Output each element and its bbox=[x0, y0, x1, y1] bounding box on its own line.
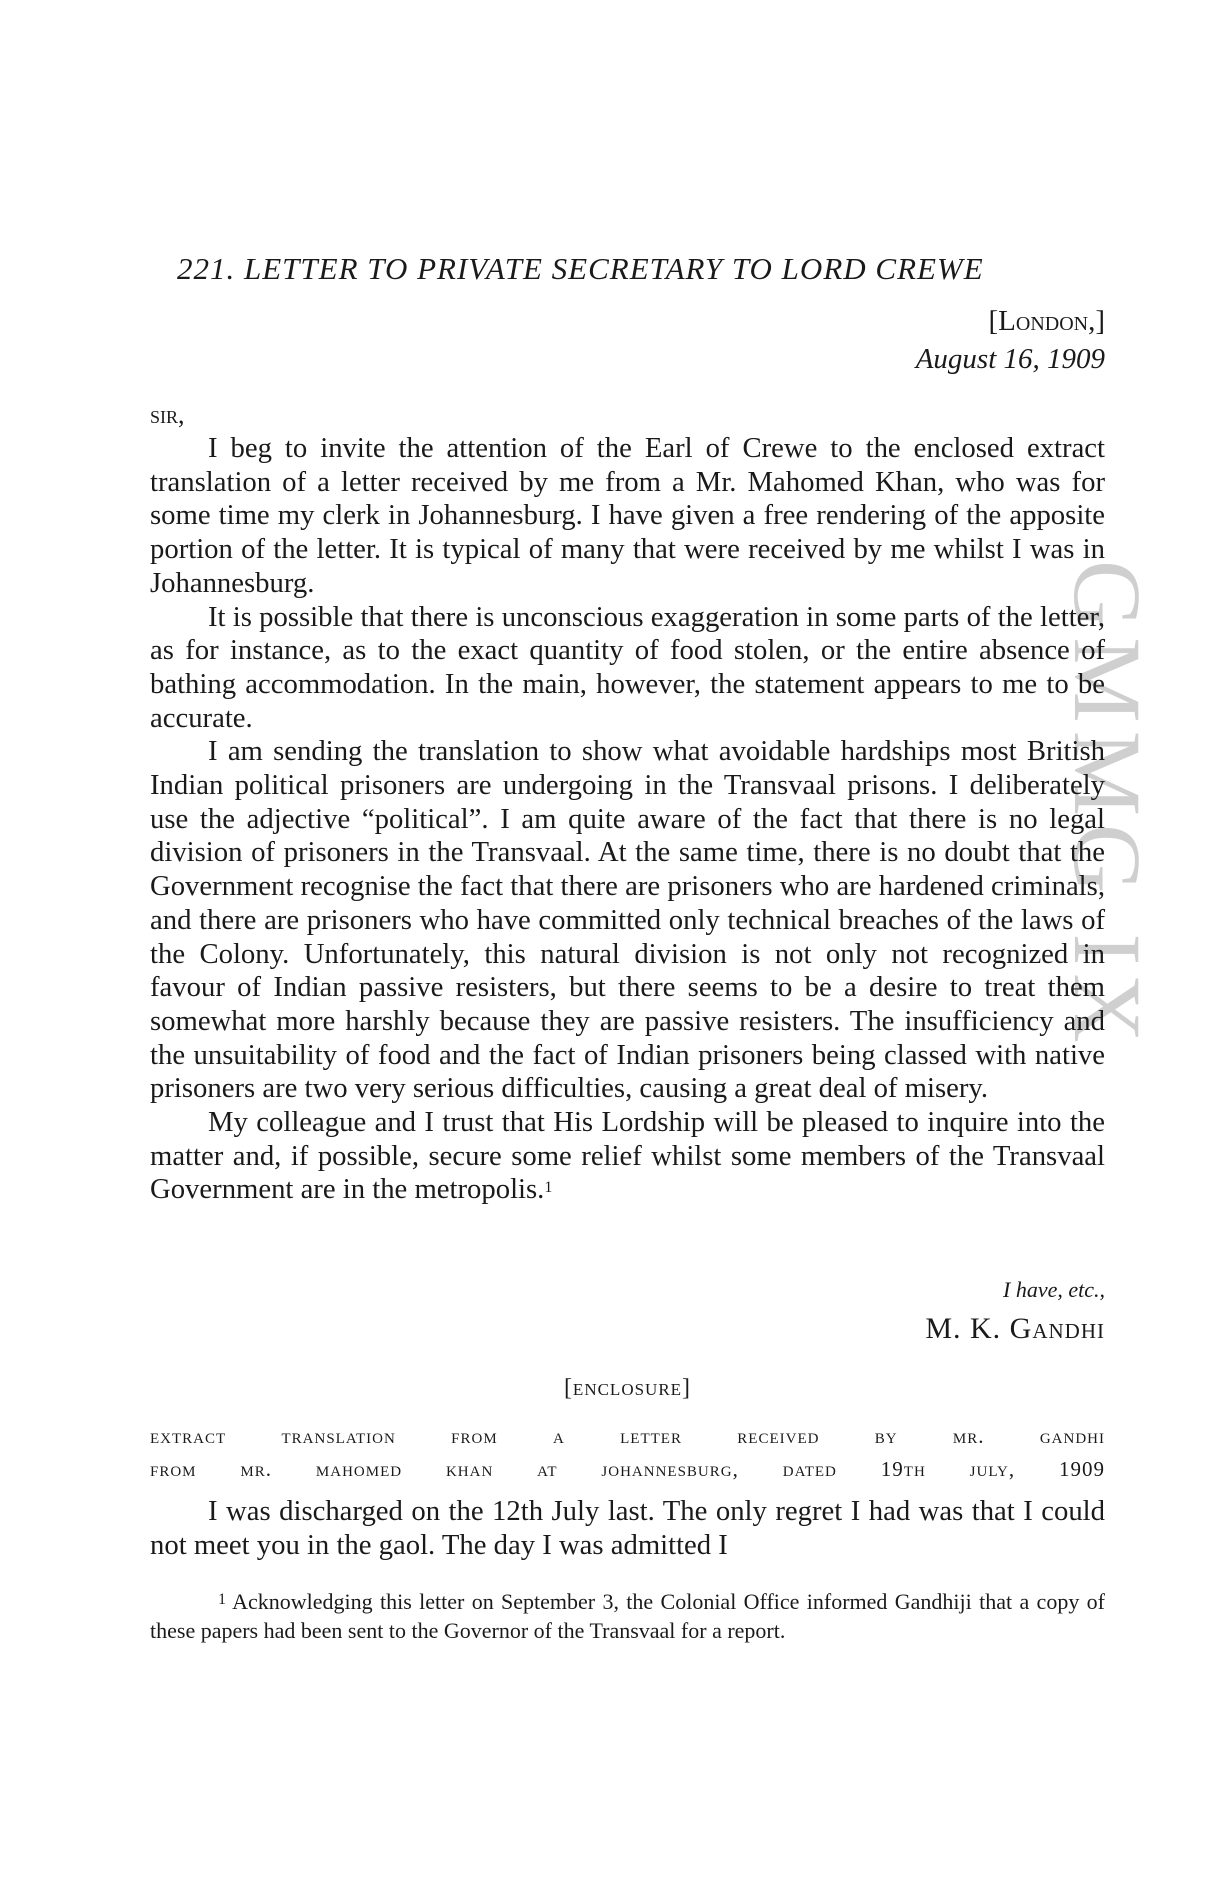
letter-place: [London,] bbox=[988, 305, 1105, 337]
signature: M. K. Gandhi bbox=[925, 1312, 1105, 1345]
enclosure-body bbox=[150, 1494, 1105, 1562]
enclosure-paragraph: I was discharged on the 12th July last. The only regret I had was that I could not meet you in the gaol. The day I was admitted I bbox=[150, 1495, 1105, 1561]
footnote-paragraph bbox=[150, 1587, 1105, 1645]
extract-heading-line: from mr. mahomed khan at johannesburg, dated 19th july, 1909 bbox=[150, 1457, 1105, 1481]
document-page bbox=[150, 0, 1105, 1890]
footnote-mark: 1 bbox=[544, 1179, 553, 1197]
enclosure-title: [enclosure] bbox=[563, 1375, 692, 1401]
document-heading: 221. LETTER TO PRIVATE SECRETARY TO LORD CREWE bbox=[177, 251, 984, 286]
footnote-text: Acknowledging this letter on September 3, the Colonial Office informed Gandhiji that a copy of these papers had been sent to the Governor of the Transvaal for a report. bbox=[150, 1589, 1105, 1643]
paragraph: I beg to invite the attention of the Earl of Crewe to the enclosed extract translation of a letter received by me from a Mr. Mahomed Khan, who was for some time my clerk in Johannesburg. I have given a free rendering of the apposite portion of the letter. It is typical of many that were received by me whilst I was in Johannesburg. bbox=[150, 432, 1105, 599]
paragraph: I am sending the translation to show what avoidable hardships most British Indian political prisoners are undergoing in the Transvaal prisons. I deliberately use the adjective “political”. I am quite aware of the fact that there is no legal division of prisoners in the Transvaal. At the same time, there is no doubt that the Government recognise the fact that there are prisoners who are hardened criminals, and there are prisoners who have committed only technical breaches of the laws of the Colony. Unfortunately, this natural division is not only not recognized in favour of Indian passive resisters, but there seems to be a desire to treat them somewhat more harshly because they are passive resisters. The insufficiency and the unsuitability of food and the fact of Indian prisoners being classed with native prisoners are two very serious difficulties, causing a great deal of misery. bbox=[150, 735, 1105, 1105]
letter-body bbox=[150, 432, 1105, 1207]
letter-date: August 16, 1909 bbox=[915, 343, 1105, 375]
extract-heading bbox=[150, 1420, 1105, 1486]
watermark: GMMG IX bbox=[1054, 560, 1161, 1051]
paragraph-text: My colleague and I trust that His Lordship will be pleased to inquire into the matter and, if possible, secure some relief whilst some members of the Transvaal Government are in the metropolis. bbox=[150, 1106, 1105, 1206]
paragraph: It is possible that there is unconscious exaggeration in some parts of the letter, as for instance, as to the exact quantity of food stolen, or the entire absence of bathing accommodation. In the main, however, the statement appears to me to be accurate. bbox=[150, 600, 1105, 734]
closing: I have, etc., bbox=[1003, 1277, 1105, 1302]
extract-heading-line: extract translation from a letter received by mr. gandhi bbox=[150, 1424, 1105, 1448]
footnote-number: 1 bbox=[218, 1591, 226, 1608]
footnote bbox=[150, 1587, 1105, 1645]
salutation: sir, bbox=[150, 400, 185, 429]
paragraph bbox=[150, 1106, 1105, 1207]
